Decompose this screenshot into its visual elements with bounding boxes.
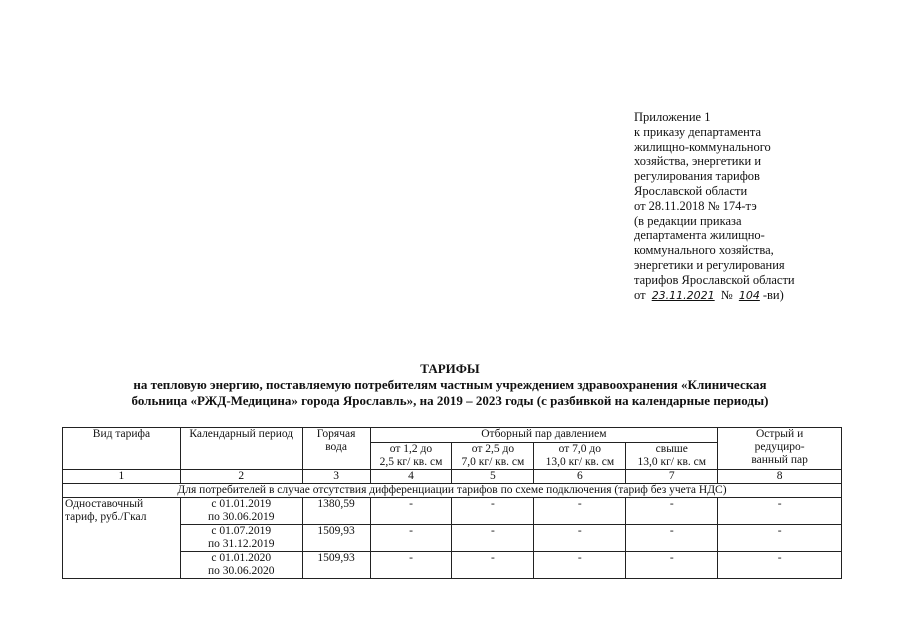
header-sharp-line: Острый и [755, 428, 804, 440]
period-to: по 30.06.2020 [207, 565, 275, 577]
column-number-row [63, 470, 842, 484]
number-suffix: -ви) [762, 287, 784, 302]
appendix-line: хозяйства, энергетики и [634, 154, 762, 169]
range-line: от 7,0 до [558, 443, 602, 455]
steam-value: - [452, 552, 534, 579]
period-cell [180, 498, 302, 525]
steam-value: - [370, 498, 452, 525]
header-tariff-type: Вид тарифа [63, 428, 181, 470]
hot-water-value: 1380,59 [302, 498, 370, 525]
steam-value: - [452, 525, 534, 552]
steam-value: - [534, 498, 626, 525]
tariff-name-cell [63, 498, 181, 579]
column-number: 3 [302, 470, 370, 484]
title-line-2: больница «РЖД-Медицина» города Ярославль», на 2019 – 2023 годы (с разбивкой на календарные периоды) [131, 393, 769, 408]
header-steam-range [626, 443, 718, 470]
range-line: 13,0 кг/ кв. см [637, 456, 707, 468]
header-steam-range [534, 443, 626, 470]
steam-value: - [534, 525, 626, 552]
steam-value: - [452, 498, 534, 525]
column-number: 7 [626, 470, 718, 484]
number-sign: № [720, 287, 733, 302]
tariff-name-line: тариф, руб./Гкал [65, 511, 147, 523]
period-from: с 01.01.2020 [211, 552, 272, 564]
range-line: от 2,5 до [471, 443, 515, 455]
period-cell [180, 525, 302, 552]
header-period: Календарный период [180, 428, 302, 470]
column-number: 8 [718, 470, 842, 484]
appendix-line: тарифов Ярославской области [634, 272, 795, 287]
header-sharp-steam [718, 428, 842, 470]
table-row [63, 498, 842, 525]
tariff-name-line: Одноставочный [65, 498, 144, 510]
column-number: 4 [370, 470, 452, 484]
section-header: Для потребителей в случае отсутствия дифференциации тарифов по схеме подключения (тариф без учета НДС) [63, 484, 842, 498]
steam-value: - [626, 552, 718, 579]
range-line: 7,0 кг/ кв. см [461, 456, 525, 468]
column-number: 1 [63, 470, 181, 484]
header-steam-range [452, 443, 534, 470]
steam-value: - [370, 525, 452, 552]
title-heading: ТАРИФЫ [420, 361, 480, 376]
appendix-line: от 28.11.2018 № 174-тэ [634, 198, 757, 213]
appendix-line: Ярославской области [634, 183, 748, 198]
header-sharp-line: редуциро- [754, 441, 805, 453]
header-steam: Отборный пар давлением [370, 428, 718, 443]
range-line: 2,5 кг/ кв. см [379, 456, 443, 468]
period-cell [180, 552, 302, 579]
range-line: 13,0 кг/ кв. см [545, 456, 615, 468]
document-title [60, 361, 840, 409]
header-steam-range [370, 443, 452, 470]
steam-value: - [626, 498, 718, 525]
steam-value: - [626, 525, 718, 552]
header-hot-water: Горячая вода [302, 428, 370, 470]
appendix-line: Приложение 1 [634, 110, 711, 124]
handwritten-number: 104 [738, 288, 760, 302]
appendix-line: энергетики и регулирования [634, 257, 785, 272]
period-to: по 30.06.2019 [207, 511, 275, 523]
steam-value: - [370, 552, 452, 579]
period-from: с 01.07.2019 [211, 525, 272, 537]
period-from: с 01.01.2019 [211, 498, 272, 510]
title-line-1: на тепловую энергию, поставляемую потребителям частным учреждением здравоохранения «Клиническая [133, 377, 767, 392]
hot-water-value: 1509,93 [302, 525, 370, 552]
sharp-steam-value: - [718, 498, 842, 525]
steam-value: - [534, 552, 626, 579]
appendix-line: жилищно-коммунального [634, 139, 771, 154]
tariff-table [62, 427, 842, 579]
sharp-steam-value: - [718, 552, 842, 579]
period-to: по 31.12.2019 [207, 538, 275, 550]
hot-water-value: 1509,93 [302, 552, 370, 579]
column-number: 2 [180, 470, 302, 484]
amendment-prefix: от [634, 287, 646, 302]
handwritten-date: 23.11.2021 [651, 288, 715, 302]
column-number: 6 [534, 470, 626, 484]
sharp-steam-value: - [718, 525, 842, 552]
appendix-block [634, 110, 894, 303]
appendix-line: регулирования тарифов [634, 169, 760, 184]
appendix-amendment-line [634, 288, 894, 304]
appendix-line: (в редакции приказа [634, 213, 742, 228]
appendix-line: к приказу департамента [634, 124, 762, 139]
appendix-line: департамента жилищно- [634, 228, 765, 243]
appendix-line: коммунального хозяйства, [634, 243, 774, 258]
range-line: от 1,2 до [389, 443, 433, 455]
column-number: 5 [452, 470, 534, 484]
range-line: свыше [655, 443, 688, 455]
header-sharp-line: ванный пар [751, 454, 808, 466]
